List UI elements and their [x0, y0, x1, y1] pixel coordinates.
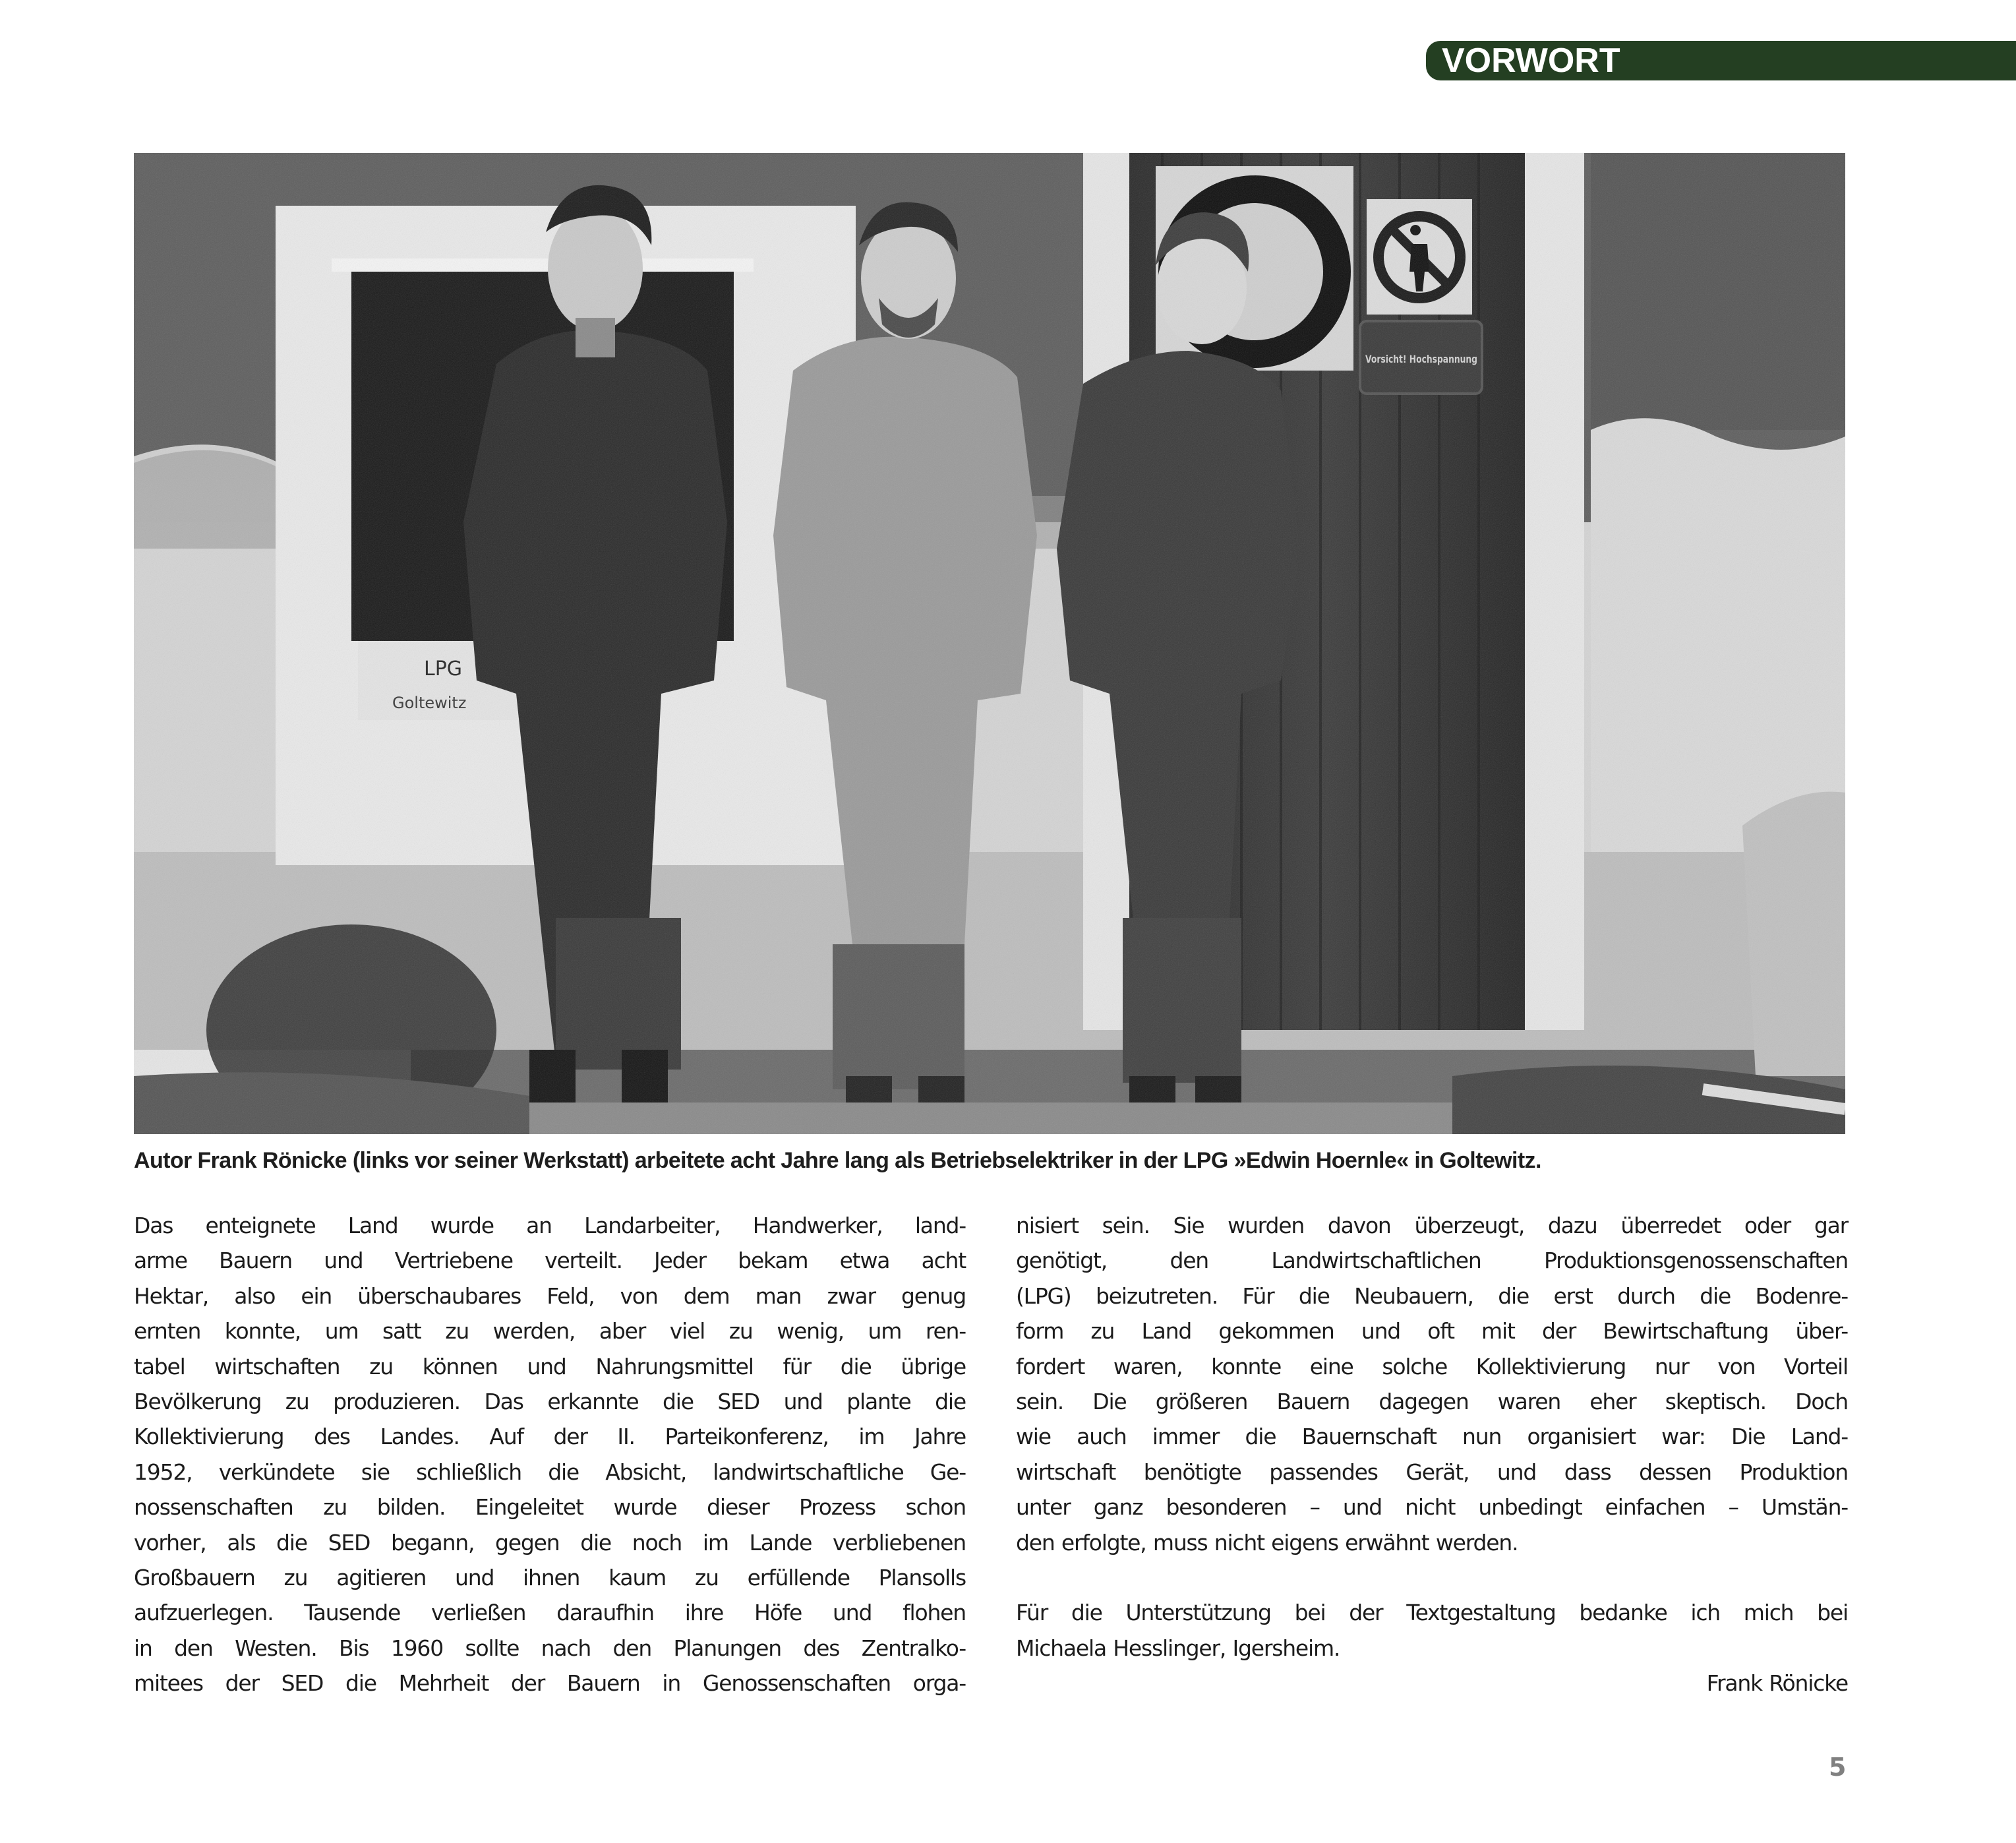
warning-plate-text: Vorsicht! Hochspannung: [1365, 353, 1477, 365]
body-line: Bevölkerung zu produzieren. Das erkannte die SED und plante die: [134, 1388, 966, 1414]
body-line: arme Bauern und Vertriebene verteilt. Jeder bekam etwa acht: [134, 1248, 966, 1274]
body-line: tabel wirtschaften zu können und Nahrungsmittel für die übrige: [134, 1353, 966, 1379]
body-line: genötigt, den Landwirtschaftlichen Produktionsgenossenschaften: [1016, 1248, 1848, 1274]
body-line: den erfolgte, muss nicht eigens erwähnt werden.: [1016, 1529, 1518, 1556]
body-line: nossenschaften zu bilden. Eingeleitet wurde dieser Prozess schon: [134, 1494, 966, 1521]
acknowledgement-line: Für die Unterstützung bei der Textgestaltung bedanke ich mich bei: [1016, 1600, 1848, 1626]
body-line: nisiert sein. Sie wurden davon überzeugt, dazu überredet oder gar: [1016, 1213, 1848, 1238]
window-sign-line1: LPG: [424, 657, 463, 680]
body-line: (LPG) beizutreten. Für die Neubauern, die erst durch die Bodenre-: [1016, 1283, 1848, 1309]
body-line: ernten konnte, um satt zu werden, aber viel zu wenig, um ren-: [134, 1318, 966, 1344]
body-line: in den Westen. Bis 1960 sollte nach den Planungen des Zentralko-: [134, 1635, 966, 1661]
photo-three-workers: [134, 153, 1845, 1134]
acknowledgement-line: Michaela Hesslinger, Igersheim.: [1016, 1635, 1340, 1661]
body-line: form zu Land gekommen und oft mit der Bewirtschaftung über-: [1016, 1318, 1848, 1344]
body-line: 1952, verkündete sie schließlich die Absicht, landwirtschaftliche Ge-: [134, 1459, 966, 1485]
body-line: vorher, als die SED begann, gegen die noch im Lande verbliebenen: [134, 1529, 966, 1556]
body-line: wirtschaft benötigte passendes Gerät, und dass dessen Produktion: [1016, 1459, 1848, 1485]
body-line: mitees der SED die Mehrheit der Bauern in Genossenschaften orga-: [134, 1670, 966, 1697]
body-line: aufzuerlegen. Tausende verließen daraufhin ihre Höfe und flohen: [134, 1600, 966, 1626]
body-line: sein. Die größeren Bauern dagegen waren eher skeptisch. Doch: [1016, 1388, 1848, 1414]
section-title: VORWORT: [1442, 42, 1620, 80]
photo-caption: Autor Frank Rönicke (links vor seiner Werkstatt) arbeitete acht Jahre lang als Betriebselektriker in der LPG »Edwin Hoernle« in Goltewitz.: [134, 1148, 1541, 1173]
film-grain: [134, 153, 1845, 1134]
paragraph-gap: [1016, 1560, 1848, 1595]
body-line: Hektar, also ein überschaubares Feld, von dem man zwar genug: [134, 1283, 966, 1309]
window-sign-line2: Goltewitz: [392, 694, 467, 712]
body-left-column: [134, 1208, 966, 1701]
body-line: Kollektivierung des Landes. Auf der II. Parteikonferenz, im Jahre: [134, 1424, 966, 1450]
body-line: Großbauern zu agitieren und ihnen kaum zu erfüllende Plansolls: [134, 1564, 966, 1590]
body-line: unter ganz besonderen – und nicht unbedingt einfachen – Umstän-: [1016, 1494, 1848, 1521]
author-signature: Frank Rönicke: [1706, 1670, 1848, 1697]
page-number: 5: [1829, 1753, 1847, 1782]
body-line: fordert waren, konnte eine solche Kollektivierung nur von Vorteil: [1016, 1353, 1848, 1379]
body-line: wie auch immer die Bauernschaft nun organisiert war: Die Land-: [1016, 1424, 1848, 1450]
body-right-column: [1016, 1208, 1848, 1701]
section-banner: [1426, 41, 2016, 80]
body-line: Das enteignete Land wurde an Landarbeiter, Handwerker, land-: [134, 1213, 966, 1238]
